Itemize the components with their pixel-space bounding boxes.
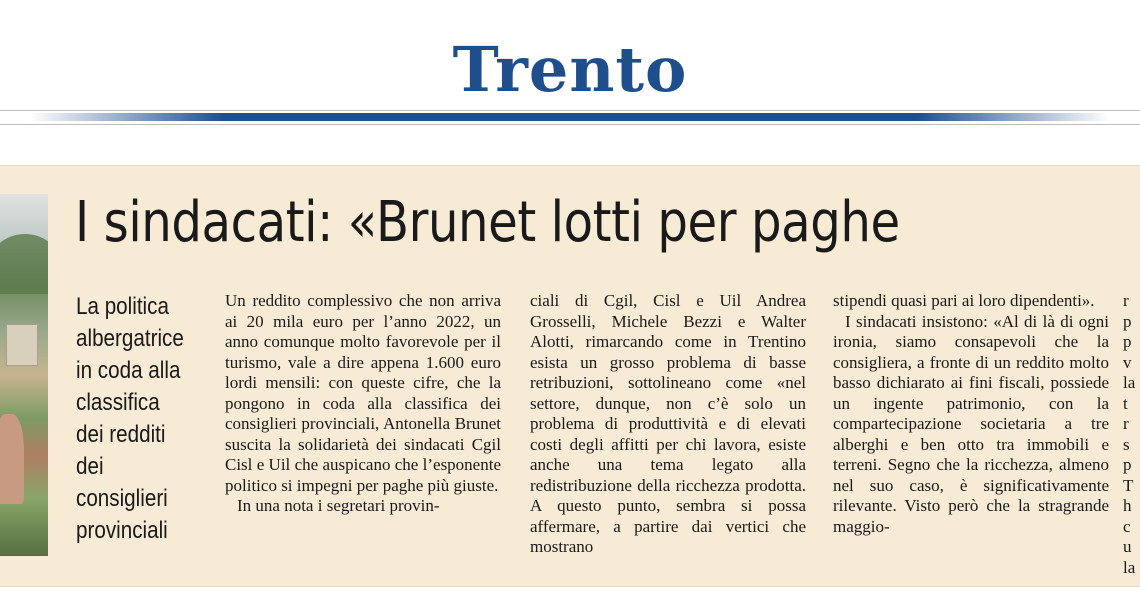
- text-fragment: la: [1123, 557, 1136, 577]
- section-title: Trento: [452, 33, 688, 106]
- text-fragment: p: [1123, 332, 1132, 351]
- text-fragment: u: [1123, 537, 1132, 556]
- text-fragment: r: [1123, 291, 1129, 310]
- text-fragment: la: [1123, 373, 1136, 392]
- paragraph: stipendi quasi pari ai loro dipendenti».: [833, 291, 1095, 310]
- text-fragment: c: [1123, 516, 1131, 536]
- blue-divider: [30, 113, 1110, 121]
- text-fragment: r: [1123, 414, 1129, 433]
- paragraph: I sindacati insistono: «Al di là di ogni ironia, siamo consapevoli che la consigliera, a fronte di un reddito molto basso dichiarato ai fini fiscali, possiede un ingente patrimonio, con la compartecipazione societaria a tre alberghi e ben otto tra immobili e terreni. Segno che la ricchezza, almeno nel suo caso, è significativamente rilevante. Visto però che la stragrande maggio-: [833, 311, 1109, 536]
- headline: I sindacati: «Brunet lotti per paghe: [75, 190, 900, 255]
- text-fragment: h: [1123, 496, 1132, 515]
- text-column-4-cropped: [1123, 291, 1140, 578]
- text-fragment: t: [1123, 393, 1128, 413]
- kicker: La politica albergatrice in coda alla classifica dei redditi dei consiglieri provinciali: [76, 293, 184, 544]
- text-fragment: s: [1123, 434, 1130, 454]
- article: [0, 165, 1140, 587]
- paragraph: In una nota i segretari provin-: [237, 496, 440, 515]
- paragraph: ciali di Cgil, Cisl e Uil Andrea Grosselli, Michele Bezzi e Walter Alotti, rimarcando come in Trentino esista un grosso problema di basse retribuzioni, sottolineano come «nel settore, dunque, non c’è solo un problema di produttività e di elevati costi degli affitti per chi lavora, esiste anche una tema legato alla redistribuzione della ricchezza prodotta. A questo punto, sembra si possa affermare, a partire dai vertici che mostrano: [530, 291, 806, 556]
- text-column-2: [530, 291, 806, 558]
- text-fragment: T: [1123, 475, 1134, 495]
- bottom-divider: [0, 124, 1140, 125]
- text-fragment: v: [1123, 352, 1132, 372]
- text-fragment: p: [1123, 311, 1132, 331]
- text-fragment: p: [1123, 455, 1132, 474]
- text-column-3: [833, 291, 1109, 537]
- text-column-1: [225, 291, 501, 517]
- article-photo: [0, 194, 48, 556]
- top-divider: [0, 110, 1140, 111]
- paragraph: Un reddito complessivo che non arriva ai 20 mila euro per l’anno 2022, un anno comunque molto favorevole per il turismo, vale a dire appena 1.600 euro lordi mensili: con queste cifre, che la pongono in coda alla classifica dei consiglieri provinciali, Antonella Brunet suscita la solidarietà dei sindacati Cgil Cisl e Uil che auspicano che l’esponente politico si impegni per paghe più giuste.: [225, 291, 501, 495]
